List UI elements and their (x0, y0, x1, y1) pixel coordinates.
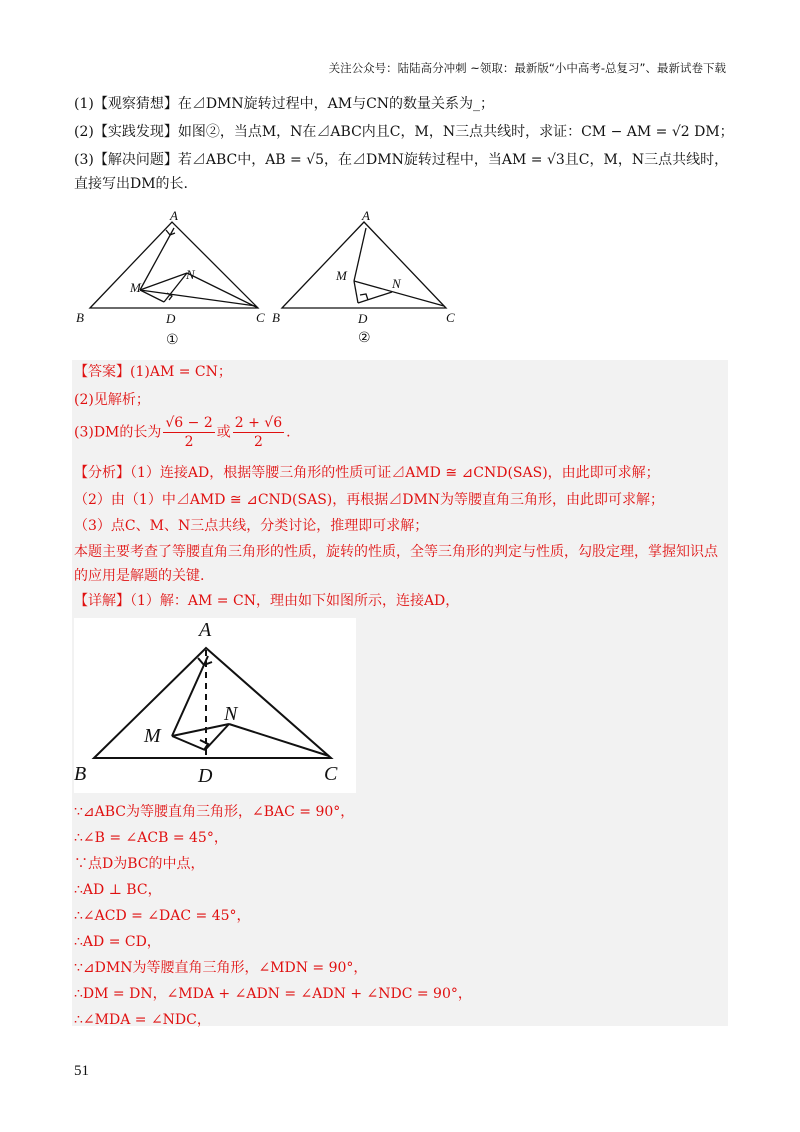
detail-line-1: 【详解】（1）解：AM = CN，理由如下如图所示，连接AD， (74, 593, 460, 609)
fig1-label-d: D (166, 311, 176, 326)
answer-line-3 (74, 414, 291, 451)
detail-step-3: ∵点D为BC的中点， (74, 856, 205, 872)
page-header: 关注公众号：陆陆高分冲刺 ~领取：最新版“小中高考-总复习”、最新试卷下载 (328, 61, 726, 75)
answer-3-prefix: (3)DM的长为 (74, 424, 162, 441)
detail-step-8: ∴DM = DN，∠MDA + ∠ADN = ∠ADN + ∠NDC = 90°， (74, 986, 472, 1002)
detail-step-6: ∴AD = CD， (74, 934, 161, 950)
big-label-a: A (199, 619, 212, 641)
fraction-1-numerator: √6 − 2 (165, 415, 213, 431)
big-label-d: D (198, 765, 213, 787)
detail-step-5: ∴∠ACD = ∠DAC = 45°， (74, 908, 251, 924)
fig1-label-n: N (186, 267, 195, 282)
fraction-1 (163, 414, 214, 451)
fig2-label-b: B (272, 310, 280, 325)
analysis-line-4: 本题主要考查了等腰直角三角形的性质，旋转的性质，全等三角形的判定与性质，勾股定理，掌握知识点 (74, 544, 718, 560)
fig2-label-m: M (336, 268, 347, 283)
fig2-label-c: C (446, 310, 455, 325)
detail-step-4: ∴AD ⊥ BC， (74, 882, 162, 898)
analysis-line-3: （3）点C、M、N三点共线，分类讨论，推理即可求解； (74, 518, 429, 534)
answer-3-suffix: . (286, 424, 291, 441)
analysis-line-5: 的应用是解题的关键. (74, 568, 205, 584)
problem-statement (74, 94, 734, 202)
detail-step-2: ∴∠B = ∠ACB = 45°， (74, 830, 228, 846)
detail-step-7: ∵⊿DMN为等腰直角三角形，∠MDN = 90°， (74, 960, 368, 976)
analysis-line-1: 【分析】（1）连接AD，根据等腰三角形的性质可证⊿AMD ≅ ⊿CND(SAS)，由此即可求解； (74, 465, 660, 481)
fig2-label-d: D (358, 311, 368, 326)
answer-line-2: (2)见解析； (74, 392, 150, 408)
figures-1-and-2 (74, 206, 474, 351)
fig1-caption: ① (166, 332, 179, 348)
fig1-label-c: C (256, 310, 265, 325)
big-label-n: N (224, 703, 238, 725)
question-2: (2)【实践发现】如图②，当点M，N在⊿ABC内且C，M，N三点共线时，求证：CM − AM = √2 DM； (74, 124, 734, 140)
page-number: 51 (74, 1063, 89, 1079)
fraction-2 (233, 414, 284, 451)
fig2-caption: ② (358, 330, 371, 346)
question-1: (1)【观察猜想】在⊿DMN旋转过程中，AM与CN的数量关系为_； (74, 96, 495, 112)
fig1-label-b: B (76, 310, 84, 325)
fig1-label-a: A (170, 208, 178, 223)
fraction-2-numerator: 2 + √6 (234, 415, 283, 431)
big-label-m: M (144, 725, 161, 747)
big-label-b: B (74, 763, 87, 785)
detail-step-1: ∵⊿ABC为等腰直角三角形，∠BAC = 90°， (74, 804, 355, 820)
fig2-label-n: N (392, 276, 401, 291)
analysis-line-2: （2）由（1）中⊿AMD ≅ ⊿CND(SAS)，再根据⊿DMN为等腰直角三角形，由此即可求解； (74, 492, 665, 508)
answer-3-or: 或 (216, 424, 231, 441)
detail-step-9: ∴∠MDA = ∠NDC， (74, 1012, 211, 1028)
fig1-label-m: M (130, 280, 141, 295)
detail-figure (74, 618, 356, 793)
question-3-line-2: 直接写出DM的长. (74, 176, 189, 192)
answer-line-1: 【答案】(1)AM = CN； (74, 364, 232, 380)
fraction-2-denominator: 2 (253, 434, 263, 450)
question-3-line-1: (3)【解决问题】若⊿ABC中，AB = √5，在⊿DMN旋转过程中，当AM = √3且C，M，N三点共线时， (74, 152, 729, 168)
fraction-1-denominator: 2 (184, 434, 194, 450)
big-label-c: C (324, 763, 338, 785)
fig2-label-a: A (362, 208, 370, 223)
